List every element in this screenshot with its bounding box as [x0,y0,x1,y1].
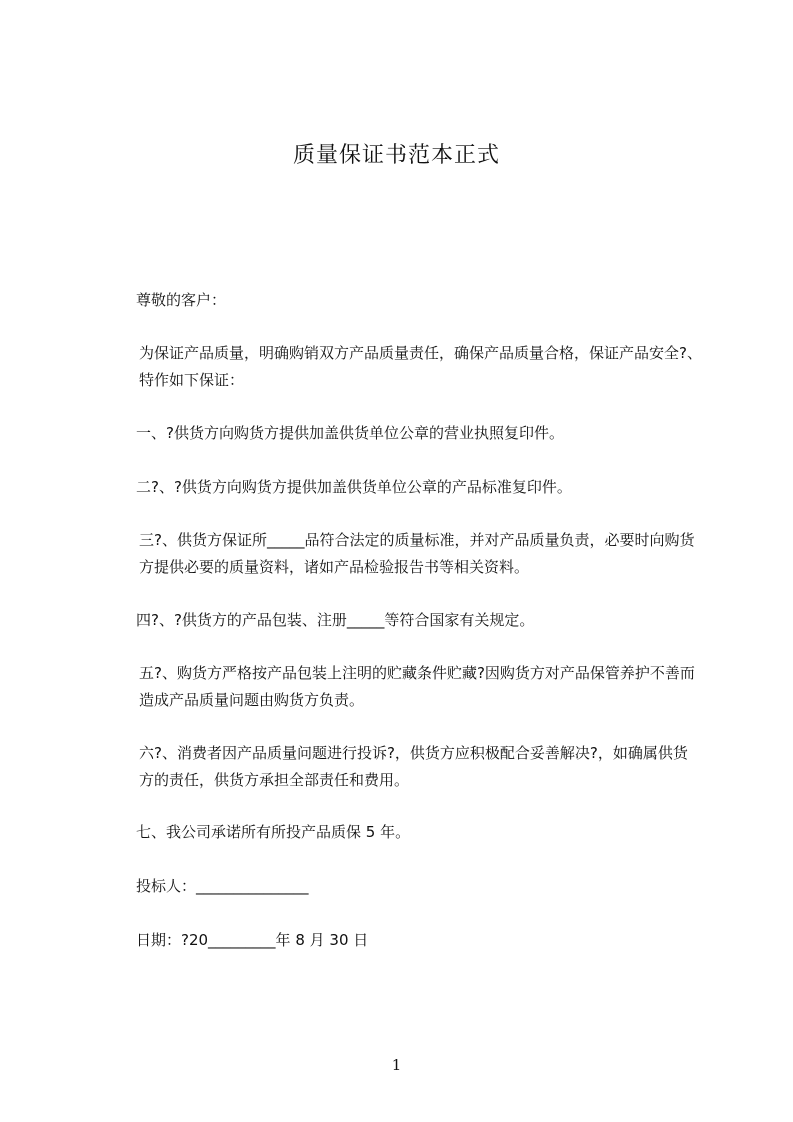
clause-1: 一、?供货方向购货方提供加盖供货单位公章的营业执照复印件。 [136,424,564,442]
document-title: 质量保证书范本正式 [292,143,500,168]
salutation: 尊敬的客户： [136,291,227,309]
date-line: 日期：?20_________年 8 月 30 日 [136,931,369,949]
bidder-line: 投标人：_______________ [136,877,309,895]
clause-5: 五?、购货方严格按产品包装上注明的贮藏条件贮藏?因购货方对产品保管养护不善而造成产品质量问题由购货方负责。 [139,664,695,709]
clause-4: 四?、?供货方的产品包装、注册_____等符合国家有关规定。 [136,611,535,629]
clause-6: 六?、消费者因产品质量问题进行投诉?，供货方应积极配合妥善解决?，如确属供货方的责任，供货方承担全部责任和费用。 [139,744,688,789]
intro-paragraph: 为保证产品质量，明确购销双方产品质量责任，确保产品质量合格，保证产品安全?、特作如下保证： [139,344,702,389]
clause-7: 七、我公司承诺所有所投产品质保 5 年。 [136,823,411,841]
clause-2: 二?、?供货方向购货方提供加盖供货单位公章的产品标准复印件。 [136,478,572,496]
clause-3: 三?、供货方保证所_____品符合法定的质量标准，并对产品质量负责，必要时向购货方提供必要的质量资料，诸如产品检验报告书等相关资料。 [139,531,695,576]
page-number: 1 [391,1056,402,1074]
